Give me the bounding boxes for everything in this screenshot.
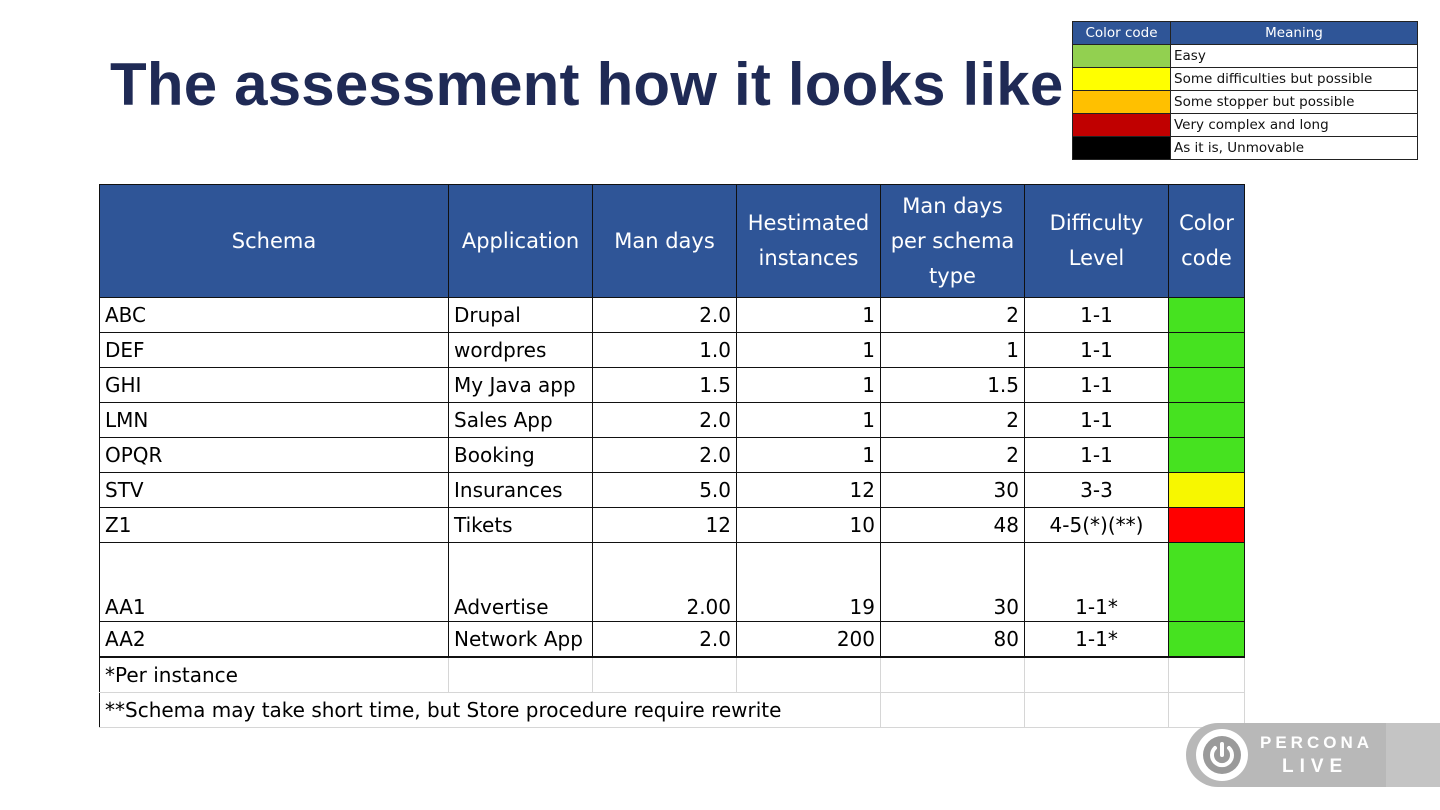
- table-row: [100, 333, 1245, 368]
- instances-cell: 1: [737, 403, 881, 438]
- color-code-cell: [1169, 298, 1245, 333]
- legend-meaning: Some stopper but possible: [1171, 91, 1418, 114]
- difficulty-cell: 3-3: [1025, 473, 1169, 508]
- legend-meaning: Some difficulties but possible: [1171, 68, 1418, 91]
- instances-cell: 10: [737, 508, 881, 543]
- man-days-cell: 2.0: [593, 298, 737, 333]
- color-legend: [1072, 21, 1418, 160]
- table-row: [100, 622, 1245, 658]
- empty-cell: [1169, 657, 1245, 693]
- color-code-cell: [1169, 543, 1245, 622]
- man-days-cell: 12: [593, 508, 737, 543]
- color-code-cell: [1169, 473, 1245, 508]
- legend-swatch: [1073, 68, 1171, 91]
- footnote-row: [100, 693, 1245, 728]
- header-man-days-per-type: Man days per schema type: [881, 185, 1025, 298]
- per-type-cell: 2: [881, 438, 1025, 473]
- logo-text-live: LIVE: [1282, 756, 1349, 777]
- man-days-cell: 5.0: [593, 473, 737, 508]
- difficulty-cell: 1-1*: [1025, 622, 1169, 658]
- difficulty-cell: 1-1: [1025, 333, 1169, 368]
- per-type-cell: 1: [881, 333, 1025, 368]
- instances-cell: 1: [737, 333, 881, 368]
- color-code-cell: [1169, 508, 1245, 543]
- table-row: [100, 473, 1245, 508]
- schema-cell: GHI: [100, 368, 449, 403]
- man-days-cell: 2.0: [593, 403, 737, 438]
- man-days-cell: 2.00: [593, 543, 737, 622]
- table-row: [100, 508, 1245, 543]
- difficulty-cell: 1-1: [1025, 438, 1169, 473]
- empty-cell: [881, 657, 1025, 693]
- assessment-table: [99, 184, 1245, 728]
- man-days-cell: 2.0: [593, 438, 737, 473]
- color-code-cell: [1169, 403, 1245, 438]
- legend-meaning: Very complex and long: [1171, 114, 1418, 137]
- color-code-cell: [1169, 333, 1245, 368]
- schema-cell: LMN: [100, 403, 449, 438]
- legend-header-color: Color code: [1073, 22, 1171, 45]
- per-type-cell: 48: [881, 508, 1025, 543]
- percona-live-logo: [1186, 723, 1440, 787]
- footnote-per-instance: *Per instance: [100, 657, 449, 693]
- per-type-cell: 30: [881, 543, 1025, 622]
- application-cell: Network App: [449, 622, 593, 658]
- application-cell: Sales App: [449, 403, 593, 438]
- legend-header-meaning: Meaning: [1171, 22, 1418, 45]
- application-cell: Advertise: [449, 543, 593, 622]
- man-days-cell: 1.5: [593, 368, 737, 403]
- instances-cell: 200: [737, 622, 881, 658]
- header-man-days: Man days: [593, 185, 737, 298]
- header-schema: Schema: [100, 185, 449, 298]
- legend-meaning: Easy: [1171, 45, 1418, 68]
- empty-cell: [1025, 657, 1169, 693]
- instances-cell: 1: [737, 368, 881, 403]
- table-header-row: [100, 185, 1245, 298]
- per-type-cell: 2: [881, 298, 1025, 333]
- footnote-row: [100, 657, 1245, 693]
- man-days-cell: 2.0: [593, 622, 737, 658]
- legend-swatch: [1073, 45, 1171, 68]
- legend-swatch: [1073, 114, 1171, 137]
- empty-cell: [881, 693, 1025, 728]
- instances-cell: 1: [737, 438, 881, 473]
- application-cell: Tikets: [449, 508, 593, 543]
- instances-cell: 1: [737, 298, 881, 333]
- application-cell: Insurances: [449, 473, 593, 508]
- header-instances: Hestimated instances: [737, 185, 881, 298]
- schema-cell: AA1: [100, 543, 449, 622]
- schema-cell: ABC: [100, 298, 449, 333]
- table-row: [100, 298, 1245, 333]
- per-type-cell: 30: [881, 473, 1025, 508]
- color-code-cell: [1169, 368, 1245, 403]
- header-difficulty: Difficulty Level: [1025, 185, 1169, 298]
- empty-cell: [593, 657, 737, 693]
- schema-cell: OPQR: [100, 438, 449, 473]
- per-type-cell: 1.5: [881, 368, 1025, 403]
- legend-meaning: As it is, Unmovable: [1171, 137, 1418, 160]
- table-row: [100, 438, 1245, 473]
- footnote-schema-note: **Schema may take short time, but Store procedure require rewrite: [100, 693, 881, 728]
- schema-cell: Z1: [100, 508, 449, 543]
- empty-cell: [737, 657, 881, 693]
- schema-cell: DEF: [100, 333, 449, 368]
- empty-cell: [1025, 693, 1169, 728]
- difficulty-cell: 4-5(*)(**): [1025, 508, 1169, 543]
- difficulty-cell: 1-1: [1025, 368, 1169, 403]
- table-row: [100, 403, 1245, 438]
- power-icon: [1196, 729, 1248, 781]
- header-application: Application: [449, 185, 593, 298]
- application-cell: Drupal: [449, 298, 593, 333]
- schema-cell: AA2: [100, 622, 449, 658]
- legend-swatch: [1073, 137, 1171, 160]
- application-cell: Booking: [449, 438, 593, 473]
- empty-cell: [449, 657, 593, 693]
- difficulty-cell: 1-1*: [1025, 543, 1169, 622]
- slide-title: The assessment how it looks like: [110, 51, 1064, 118]
- difficulty-cell: 1-1: [1025, 403, 1169, 438]
- table-row: [100, 543, 1245, 622]
- header-color-code: Color code: [1169, 185, 1245, 298]
- man-days-cell: 1.0: [593, 333, 737, 368]
- schema-cell: STV: [100, 473, 449, 508]
- legend-swatch: [1073, 91, 1171, 114]
- difficulty-cell: 1-1: [1025, 298, 1169, 333]
- application-cell: wordpres: [449, 333, 593, 368]
- application-cell: My Java app: [449, 368, 593, 403]
- table-row: [100, 368, 1245, 403]
- per-type-cell: 80: [881, 622, 1025, 658]
- instances-cell: 19: [737, 543, 881, 622]
- instances-cell: 12: [737, 473, 881, 508]
- per-type-cell: 2: [881, 403, 1025, 438]
- color-code-cell: [1169, 622, 1245, 658]
- logo-text-percona: PERCONA: [1260, 733, 1374, 752]
- color-code-cell: [1169, 438, 1245, 473]
